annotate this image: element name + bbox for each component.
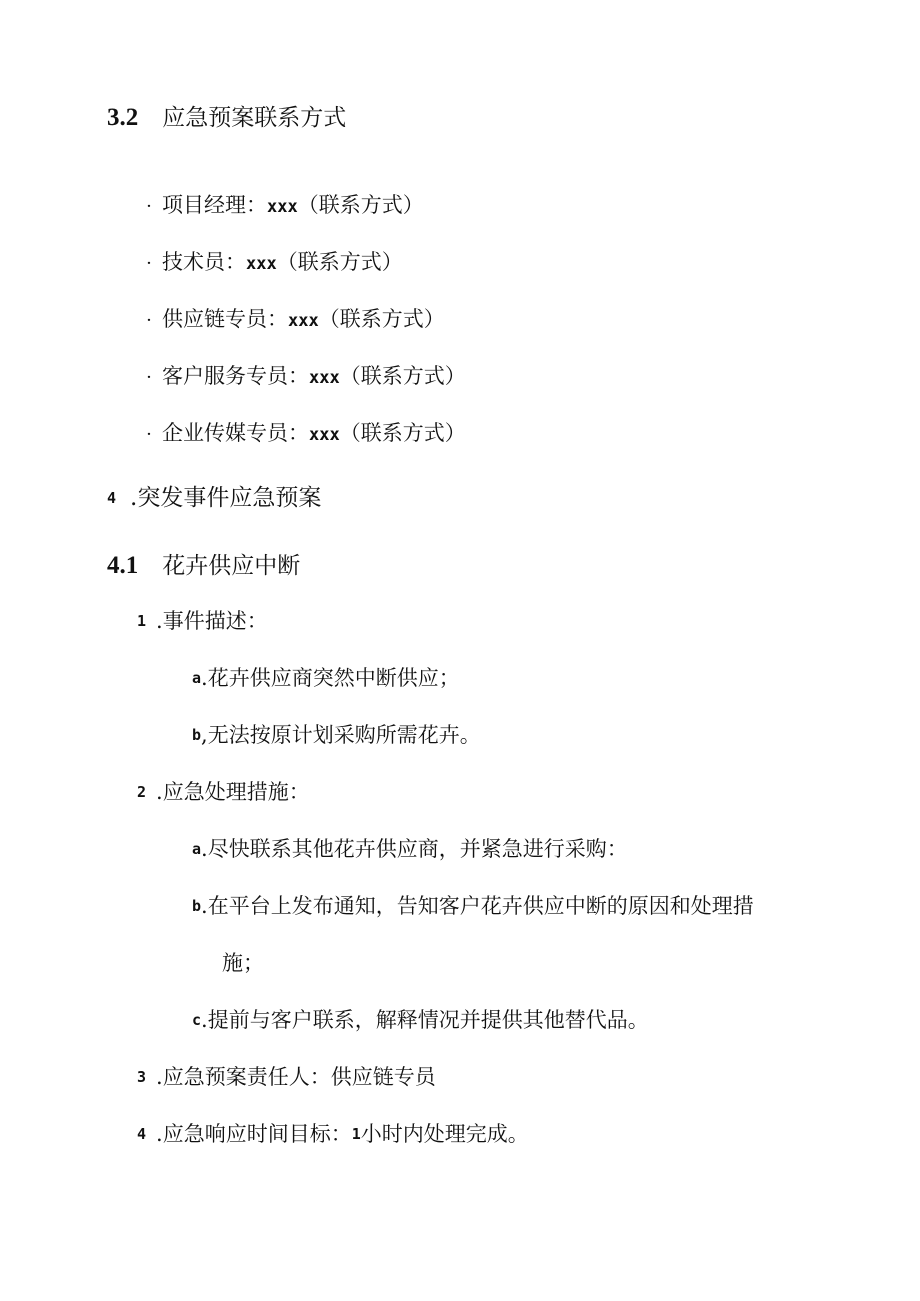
item-number: 4 [137, 1125, 147, 1143]
item-text: .应急处理措施： [156, 780, 310, 804]
item-text: .应急预案责任人：供应链专员 [156, 1065, 436, 1089]
section-title: 花卉供应中断 [162, 553, 301, 579]
contact-item [140, 248, 403, 278]
numbered-item [137, 1063, 436, 1091]
item-letter: c [192, 1011, 202, 1029]
contact-name: xxx [288, 311, 319, 331]
contact-item [140, 419, 466, 449]
contact-item [140, 305, 445, 335]
item-letter: a [192, 669, 202, 687]
numbered-item [137, 778, 310, 806]
item-letter: a [192, 840, 202, 858]
section-title: 应急预案联系方式 [162, 105, 347, 131]
item-letter: b [192, 897, 202, 915]
contact-note: （联系方式） [318, 307, 445, 331]
section-heading-4-1 [107, 552, 300, 580]
numbered-item [137, 1120, 529, 1148]
section-heading-4 [107, 484, 321, 512]
bullet: · [146, 367, 152, 388]
contact-role: 企业传媒专员： [162, 421, 309, 445]
item-text: .尽快联系其他花卉供应商，并紧急进行采购： [201, 837, 628, 861]
contact-role: 项目经理： [162, 193, 267, 217]
item-text: ,无法按原计划采购所需花卉。 [201, 723, 481, 747]
item-letter: b [192, 726, 202, 744]
item-text: .花卉供应商突然中断供应； [201, 666, 460, 690]
section-number: 3.2 [107, 104, 139, 131]
lettered-item [192, 835, 628, 863]
contact-role: 技术员： [162, 250, 246, 274]
item-text: .提前与客户联系，解释情况并提供其他替代品。 [201, 1008, 649, 1032]
item-number: 3 [137, 1068, 147, 1086]
lettered-item [192, 664, 460, 692]
contact-name: xxx [267, 197, 298, 217]
contact-note: （联系方式） [339, 364, 466, 388]
contact-note: （联系方式） [276, 250, 403, 274]
bullet: · [146, 196, 152, 217]
contact-role: 客户服务专员： [162, 364, 309, 388]
section-number: 4 [107, 489, 117, 507]
item-text: .在平台上发布通知，告知客户花卉供应中断的原因和处理措 [201, 894, 754, 918]
section-heading-3-2 [107, 104, 346, 132]
lettered-item [192, 1006, 649, 1034]
lettered-item [192, 892, 754, 920]
contact-role: 供应链专员： [162, 307, 288, 331]
lettered-item [192, 721, 481, 749]
bullet: · [146, 424, 152, 445]
lettered-item-continuation [222, 949, 264, 977]
section-number: 4.1 [107, 552, 139, 579]
section-title: .突发事件应急预案 [130, 485, 322, 511]
contact-note: （联系方式） [297, 193, 424, 217]
contact-note: （联系方式） [339, 421, 466, 445]
contact-name: xxx [309, 368, 340, 388]
contact-item [140, 362, 466, 392]
contact-name: xxx [309, 425, 340, 445]
item-text: .事件描述： [156, 609, 268, 633]
contact-item [140, 191, 424, 221]
item-text: .应急响应时间目标： [156, 1122, 352, 1146]
contact-name: xxx [246, 254, 277, 274]
item-text: 施； [222, 951, 264, 975]
item-number: 2 [137, 783, 147, 801]
bullet: · [146, 253, 152, 274]
bullet: · [146, 310, 152, 331]
item-value: 1 [351, 1125, 361, 1143]
item-text: 小时内处理完成。 [360, 1122, 529, 1146]
item-number: 1 [137, 612, 147, 630]
numbered-item [137, 607, 268, 635]
